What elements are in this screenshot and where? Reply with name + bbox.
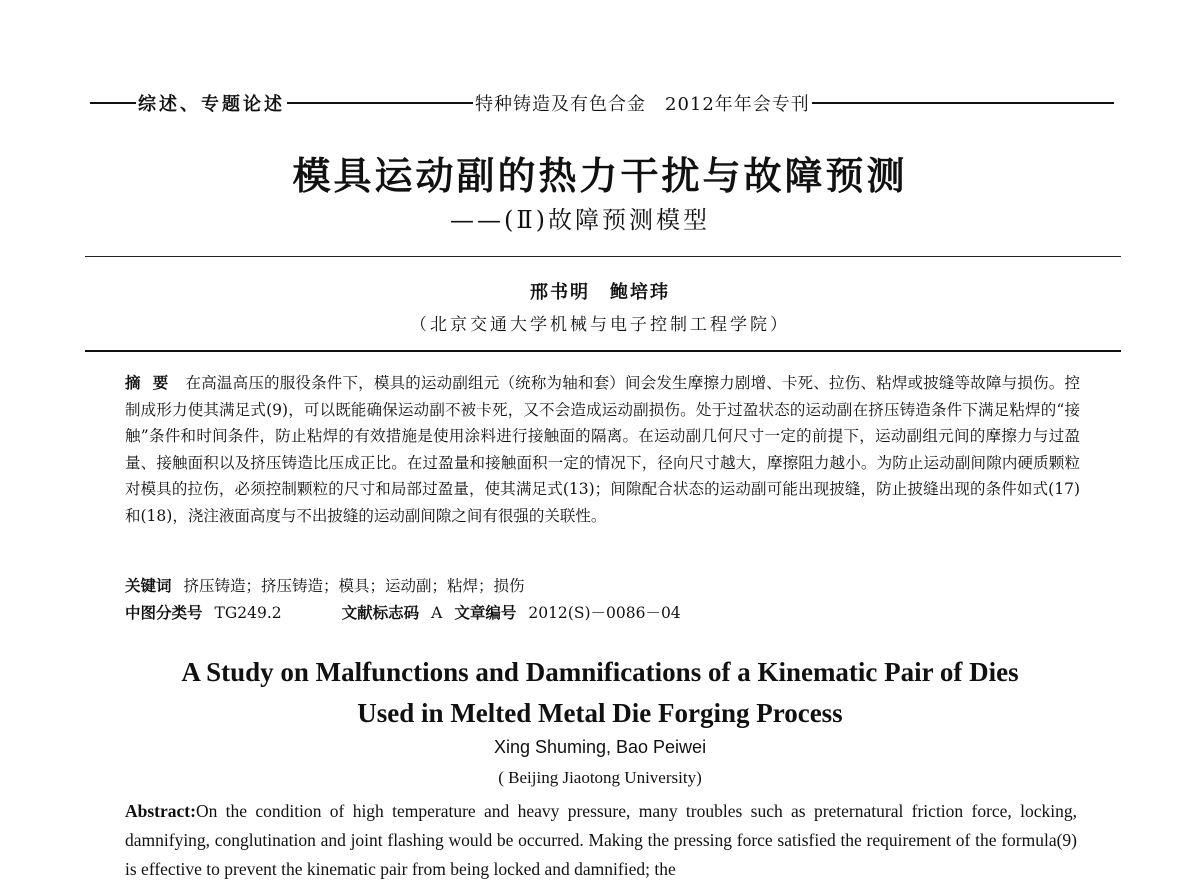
english-title [0,652,1200,734]
abstract-divider [85,350,1121,352]
keywords-text-zh: 挤压铸造；挤压铸造；模具；运动副；粘焊；损伤 [183,577,525,595]
clc-label: 中图分类号 [125,604,203,622]
abstract-label-en: Abstract [125,801,191,821]
classification-line [125,601,681,623]
header-journal: 特种铸造及有色合金 2012年年会专刊 [475,94,810,115]
running-header [90,90,1114,116]
chinese-authors: 邢书明 鲍培玮 [530,282,670,303]
chinese-abstract [125,370,1080,529]
english-abstract [125,797,1077,884]
keywords-label-zh: 关键词 [125,577,172,595]
english-title-line1: A Study on Malfunctions and Damnifications of a Kinematic Pair of Dies [181,657,1019,687]
doc-code-value: A [431,604,443,622]
clc-value: TG249.2 [214,604,282,622]
english-affiliation: ( Beijing Jiaotong University) [498,768,702,787]
chinese-title: 模具运动副的热力干扰与故障预测 [292,154,908,198]
keywords-zh [125,574,525,596]
doc-code-label: 文献标志码 [341,604,420,622]
header-rule [90,102,136,104]
english-title-line2: Used in Melted Metal Die Forging Process [357,698,843,728]
abstract-text-zh: 在高温高压的服役条件下，模具的运动副组元（统称为轴和套）间会发生摩擦力剧增、卡死、拉伤、粘焊或披缝等故障与损伤。控制成形力使其满足式(9)，可以既能确保运动副不被卡死，又不会造成运动副损伤。处于过盈状态的运动副在挤压铸造条件下满足粘焊的“接触”条件和时间条件，防止粘焊的有效措施是使用涂料进行接触面的隔离。在运动副几何尺寸一定的前提下，运动副组元间的摩擦力与过盈量、接触面积以及挤压铸造比压成正比。在过盈量和接触面积一定的情况下，径向尺寸越大，摩擦阻力越小。为防止运动副间隙内硬质颗粒对模具的拉伤，必须控制颗粒的尺寸和局部过盈量，使其满足式(13)；间隙配合状态的运动副可能出现披缝，防止披缝出现的条件如式(17)和(18)，浇注液面高度与不出披缝的运动副间隙之间有很强的关联性。 [125,374,1080,525]
abstract-text-en: On the condition of high temperature and heavy pressure, many troubles such as preternatural friction force, locking, damnifying, conglutination and joint flashing would be occurred. Making the pressing force satisfied the requirement of the formula(9) is effective to prevent the kinematic pair from being locked and damnified; the [125,801,1077,879]
article-no-label: 文章编号 [454,604,517,622]
header-rule [812,102,1114,104]
abstract-label-zh: 摘要 [125,374,181,392]
article-no-value: 2012(S)－0086－04 [528,604,681,622]
header-section: 综述、专题论述 [138,94,285,115]
header-rule [287,102,473,104]
title-divider [85,256,1121,257]
chinese-affiliation: （北京交通大学机械与电子控制工程学院） [410,315,790,335]
english-authors: Xing Shuming, Bao Peiwei [493,737,707,757]
abstract-separator-en: : [190,801,196,821]
chinese-subtitle: ——(Ⅱ)故障预测模型 [450,206,711,234]
